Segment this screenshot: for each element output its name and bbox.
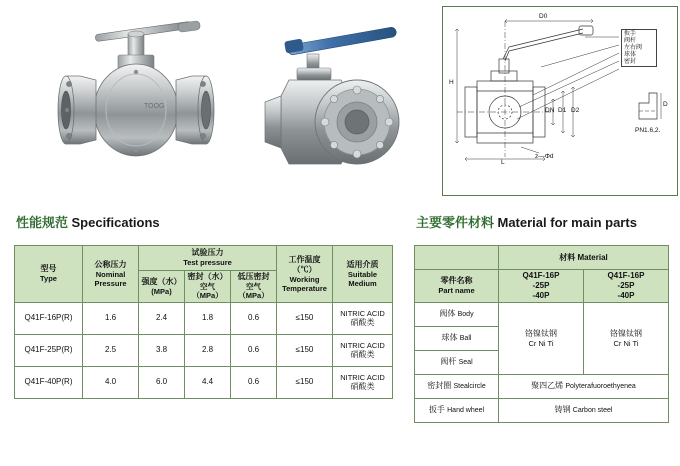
header-seal <box>185 271 231 303</box>
specifications-title-en: Specifications <box>71 215 160 230</box>
header-part-name-cn: 零件名称 <box>440 276 473 286</box>
header-temp-cn: 工作温度（℃） <box>288 254 321 274</box>
materials-title <box>416 212 637 231</box>
dim-label-h: H <box>449 79 454 86</box>
cell-part-name-en: Seal <box>458 359 473 367</box>
cell-material-1 <box>499 303 584 375</box>
cell-nominal: 1.6 <box>83 302 139 334</box>
cell-material-seal-en: Polyterafuoroethyenea <box>565 383 636 391</box>
dim-label-bolt: z—Φd <box>535 153 554 160</box>
header-test-cn: 试验压力 <box>191 248 224 258</box>
cell-part-name <box>415 351 499 375</box>
cell-material-2-cn: 铬镍钛钢 <box>610 328 642 338</box>
cell-seal: 4.4 <box>185 366 231 398</box>
header-medium-cn: 适用介质 <box>346 259 379 269</box>
specifications-title <box>16 212 160 231</box>
cell-medium-cn: 硝酸类 <box>350 349 375 359</box>
cell-part-name <box>415 327 499 351</box>
cell-part-name-en: Body <box>457 311 474 319</box>
table-header-row-1 <box>15 246 393 271</box>
cell-type: Q41F-25P(R) <box>15 334 83 366</box>
cell-medium <box>333 334 393 366</box>
cell-nominal: 2.5 <box>83 334 139 366</box>
cell-lowseal: 0.6 <box>231 302 277 334</box>
header-type-cn: 型号 <box>40 264 57 274</box>
callout-2: 左右阀 <box>624 44 643 51</box>
header-type <box>15 246 83 303</box>
dim-label-dn: DN <box>545 107 555 114</box>
header-nominal-cn: 公称压力 <box>94 259 127 269</box>
cell-medium <box>333 302 393 334</box>
header-working-temperature <box>277 246 333 303</box>
header-temp-en: Working Temperature <box>282 274 327 293</box>
header-seal-cn: 密封（水） <box>187 272 228 281</box>
header-nominal-pressure <box>83 246 139 303</box>
cell-material-seal <box>499 375 669 399</box>
cell-part-name-en: Hand wheel <box>447 407 485 415</box>
cell-part-name-en: Stealcircle <box>453 383 486 391</box>
header-material <box>499 246 669 270</box>
materials-header-row-1 <box>415 246 669 270</box>
header-model-col2-l1: Q41F-16P <box>607 271 645 280</box>
header-lowseal-en: 空气（MPa） <box>238 282 269 301</box>
cell-medium-cn: 硝酸类 <box>350 381 375 391</box>
cell-material-1-en: Cr Ni Ti <box>528 338 554 348</box>
materials-title-en: Material for main parts <box>497 215 637 230</box>
cell-part-name-en: Ball <box>459 335 472 343</box>
cell-strength: 2.4 <box>139 302 185 334</box>
product-photos <box>0 0 440 200</box>
materials-title-cn: 主要零件材料 <box>416 215 495 230</box>
header-suitable-medium <box>333 246 393 303</box>
header-strength-cn: 强度（水） <box>141 276 182 286</box>
cell-seal: 1.8 <box>185 302 231 334</box>
cell-seal: 2.8 <box>185 334 231 366</box>
header-nominal-en: Nominal Pressure <box>94 269 127 288</box>
cell-part-name <box>415 375 499 399</box>
header-low-seal <box>231 271 277 303</box>
header-model-col2-l3: -40P <box>617 291 635 300</box>
cell-medium-en: NITRIC ACID <box>340 308 385 318</box>
dim-label-d2: D2 <box>571 107 580 114</box>
cell-medium-en: NITRIC ACID <box>340 372 385 382</box>
header-part-name <box>415 270 499 303</box>
cell-part-name-cn: 球体 <box>441 333 458 343</box>
cell-material-handwheel <box>499 399 669 423</box>
cell-part-name-cn: 阀杆 <box>440 357 457 367</box>
table-row <box>15 334 393 366</box>
header-material-cn: 材料 <box>559 252 576 262</box>
table-row <box>415 375 669 399</box>
header-strength-en: (MPa) <box>151 286 172 296</box>
cell-part-name-cn: 密封圈 <box>427 381 452 391</box>
cell-part-name-cn: 扳手 <box>428 405 445 415</box>
cell-medium-cn: 硝酸类 <box>350 317 375 327</box>
cell-lowseal: 0.6 <box>231 366 277 398</box>
header-model-col1-l3: -40P <box>532 291 550 300</box>
table-row <box>15 302 393 334</box>
cell-type: Q41F-40P(R) <box>15 366 83 398</box>
cell-part-name <box>415 399 499 423</box>
header-test-en: Test pressure <box>183 258 232 268</box>
table-row <box>415 303 669 327</box>
cell-material-1-cn: 铬镍钛钢 <box>525 328 557 338</box>
header-type-en: Type <box>40 274 57 284</box>
callout-3: 球体 <box>624 51 637 58</box>
cell-part-name-cn: 阀体 <box>439 309 456 319</box>
cell-material-handwheel-en: Carbon steel <box>572 407 613 415</box>
dim-label-d: D <box>663 101 668 108</box>
dim-label-d0: D0 <box>539 13 548 20</box>
cell-medium-en: NITRIC ACID <box>340 340 385 350</box>
cell-strength: 3.8 <box>139 334 185 366</box>
table-row <box>15 366 393 398</box>
header-seal-en: 空气（MPa） <box>192 282 223 301</box>
cell-temperature: ≤150 <box>277 366 333 398</box>
header-part-name-en: Part name <box>438 286 475 296</box>
header-lowseal-cn: 低压密封 <box>237 272 270 281</box>
valve-photo-front <box>245 18 430 193</box>
dim-label-l: L <box>501 159 505 166</box>
specifications-table <box>14 245 393 399</box>
header-test-pressure <box>139 246 277 271</box>
header-model-col-2 <box>584 270 669 303</box>
cell-temperature: ≤150 <box>277 302 333 334</box>
header-model-col2-l2: -25P <box>617 281 635 290</box>
dim-label-d1: D1 <box>558 107 567 114</box>
cell-part-name <box>415 303 499 327</box>
materials-corner-cell <box>415 246 499 270</box>
specifications-title-cn: 性能规范 <box>16 215 69 230</box>
cell-temperature: ≤150 <box>277 334 333 366</box>
header-model-col1-l1: Q41F-16P <box>522 271 560 280</box>
callout-list <box>621 29 657 67</box>
technical-drawing <box>442 6 678 196</box>
callout-0: 扳手 <box>624 31 637 37</box>
materials-table <box>414 245 669 423</box>
valve-photo-side <box>40 10 240 195</box>
header-model-col-1 <box>499 270 584 303</box>
header-material-en: Material <box>577 252 608 262</box>
callout-4: 密封 <box>624 58 637 65</box>
table-row <box>415 399 669 423</box>
header-strength <box>139 271 185 303</box>
valve-body-mark: TOOG <box>144 103 165 110</box>
cell-medium <box>333 366 393 398</box>
header-medium-en: Suitable Medium <box>347 269 378 288</box>
cell-strength: 6.0 <box>139 366 185 398</box>
cell-type: Q41F-16P(R) <box>15 302 83 334</box>
materials-header-row-2 <box>415 270 669 303</box>
cell-nominal: 4.0 <box>83 366 139 398</box>
cell-material-handwheel-cn: 铸钢 <box>554 405 571 415</box>
cell-material-seal-cn: 聚四乙烯 <box>531 381 564 391</box>
cell-material-2-en: Cr Ni Ti <box>613 338 639 348</box>
header-model-col1-l2: -25P <box>532 281 550 290</box>
cell-lowseal: 0.6 <box>231 334 277 366</box>
callout-1: 阀杆 <box>624 37 637 44</box>
pn-note: PN1.6,2. <box>635 127 661 134</box>
cell-material-2 <box>584 303 669 375</box>
